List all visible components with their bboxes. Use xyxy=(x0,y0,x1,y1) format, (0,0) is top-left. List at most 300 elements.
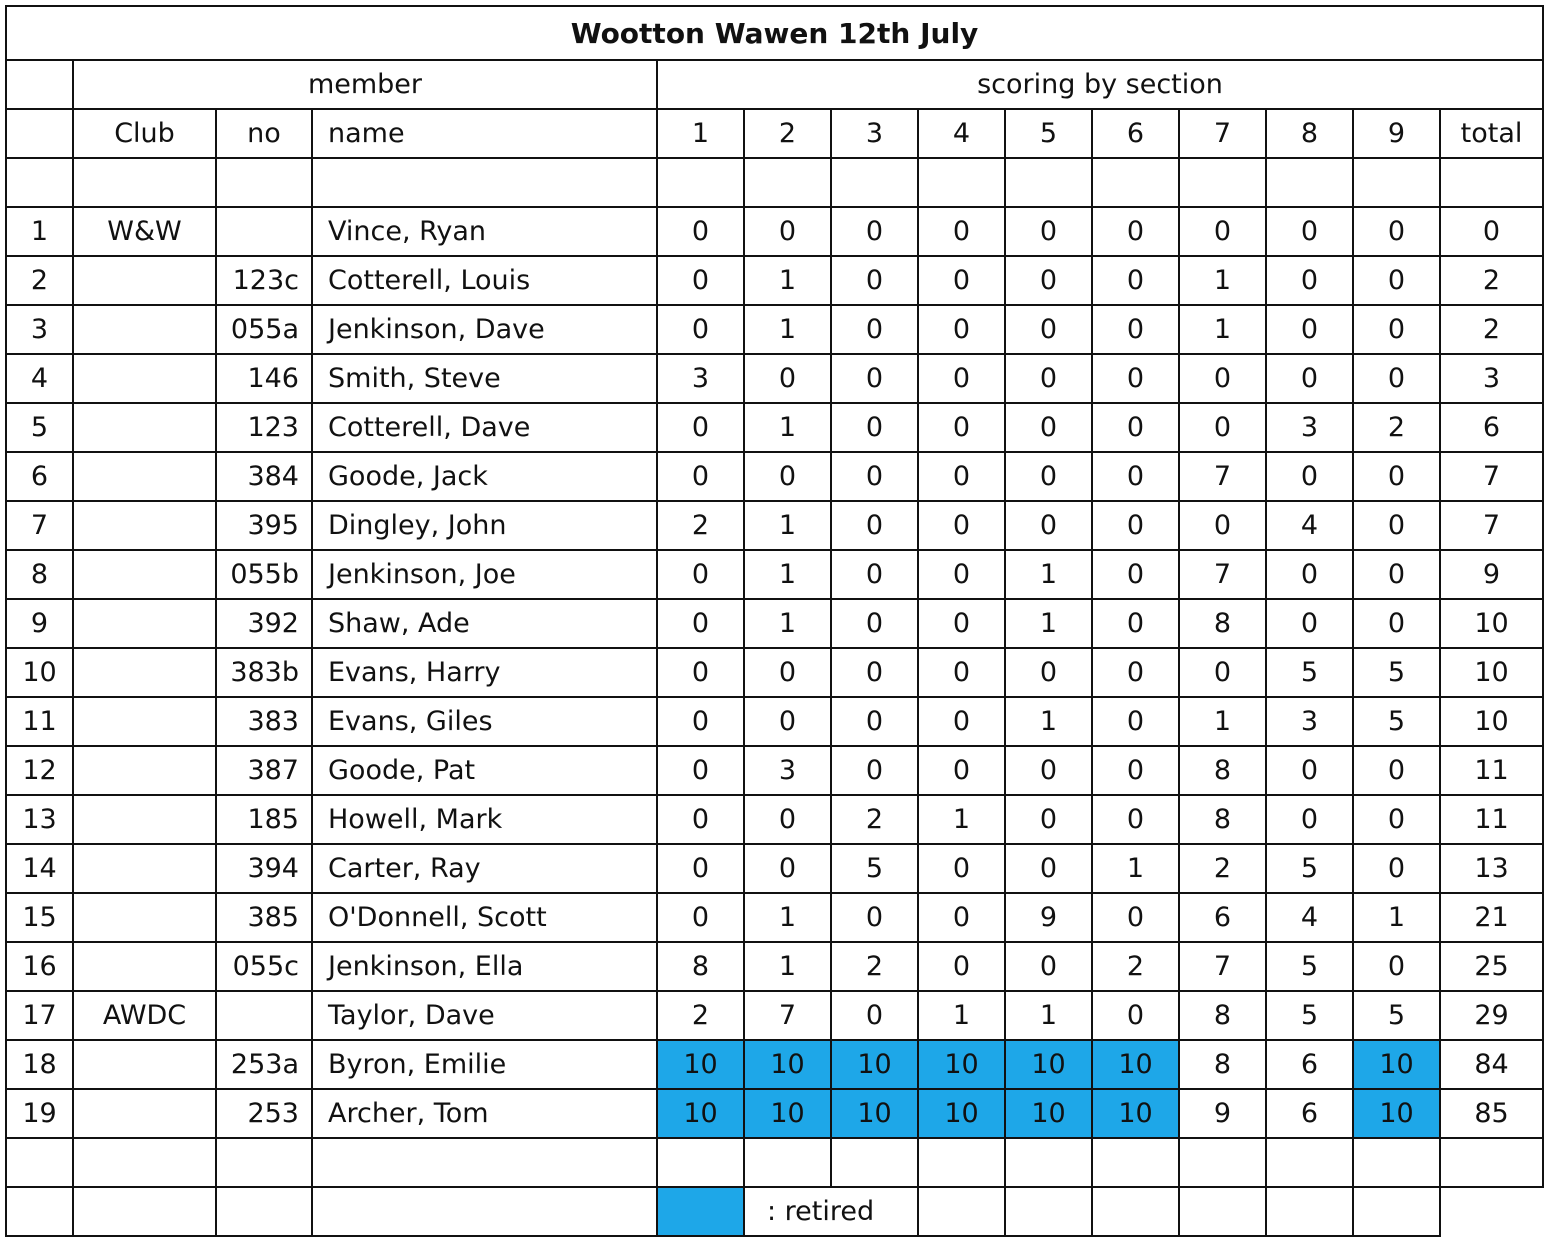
section-score-cell: 0 xyxy=(918,256,1005,305)
section-score-cell: 0 xyxy=(918,305,1005,354)
position-cell: 5 xyxy=(6,403,73,452)
total-cell: 9 xyxy=(1440,550,1543,599)
name-cell: Archer, Tom xyxy=(312,1089,657,1138)
member-no-cell: 055a xyxy=(216,305,312,354)
table-row xyxy=(6,893,1543,942)
position-cell: 18 xyxy=(6,1040,73,1089)
section-score-cell: 0 xyxy=(1092,795,1179,844)
name-cell: Jenkinson, Dave xyxy=(312,305,657,354)
member-no-cell: 123c xyxy=(216,256,312,305)
section-score-cell: 9 xyxy=(1005,893,1092,942)
group-header-row xyxy=(6,60,1543,109)
club-cell xyxy=(73,403,216,452)
name-cell: O'Donnell, Scott xyxy=(312,893,657,942)
section-score-cell: 1 xyxy=(1353,893,1440,942)
table-row xyxy=(6,648,1543,697)
club-cell xyxy=(73,697,216,746)
name-cell: Cotterell, Louis xyxy=(312,256,657,305)
section-header: 8 xyxy=(1266,109,1353,158)
section-score-cell: 1 xyxy=(744,550,831,599)
blank-cell xyxy=(744,1138,831,1187)
table-row xyxy=(6,697,1543,746)
total-cell: 3 xyxy=(1440,354,1543,403)
member-no-cell: 253 xyxy=(216,1089,312,1138)
table-row xyxy=(6,550,1543,599)
section-score-cell: 0 xyxy=(1092,305,1179,354)
name-cell: Taylor, Dave xyxy=(312,991,657,1040)
section-score-cell: 1 xyxy=(1005,550,1092,599)
member-no-cell: 055c xyxy=(216,942,312,991)
section-score-cell: 0 xyxy=(918,942,1005,991)
section-score-cell: 3 xyxy=(1266,697,1353,746)
section-score-cell: 0 xyxy=(1179,501,1266,550)
name-cell: Carter, Ray xyxy=(312,844,657,893)
total-cell: 21 xyxy=(1440,893,1543,942)
section-score-cell: 8 xyxy=(1179,795,1266,844)
section-score-cell: 5 xyxy=(1266,991,1353,1040)
table-row xyxy=(6,256,1543,305)
club-header: Club xyxy=(73,109,216,158)
member-no-cell: 385 xyxy=(216,893,312,942)
section-score-cell: 4 xyxy=(1266,501,1353,550)
section-score-cell: 0 xyxy=(1353,207,1440,256)
member-no-cell: 383 xyxy=(216,697,312,746)
total-cell: 11 xyxy=(1440,795,1543,844)
member-no-cell: 123 xyxy=(216,403,312,452)
section-score-cell: 0 xyxy=(1353,354,1440,403)
legend-row xyxy=(6,1187,1543,1236)
section-score-cell: 0 xyxy=(1266,452,1353,501)
section-score-cell: 5 xyxy=(1266,942,1353,991)
section-score-cell: 10 xyxy=(657,1040,744,1089)
total-cell: 2 xyxy=(1440,256,1543,305)
section-score-cell: 0 xyxy=(1092,599,1179,648)
position-cell: 13 xyxy=(6,795,73,844)
section-score-cell: 10 xyxy=(831,1040,918,1089)
club-cell xyxy=(73,550,216,599)
section-score-cell: 10 xyxy=(1092,1040,1179,1089)
name-cell: Vince, Ryan xyxy=(312,207,657,256)
section-score-cell: 8 xyxy=(657,942,744,991)
section-score-cell: 0 xyxy=(1266,354,1353,403)
name-cell: Byron, Emilie xyxy=(312,1040,657,1089)
position-cell: 2 xyxy=(6,256,73,305)
section-score-cell: 0 xyxy=(657,893,744,942)
member-no-cell: 395 xyxy=(216,501,312,550)
section-score-cell: 0 xyxy=(831,354,918,403)
name-cell: Howell, Mark xyxy=(312,795,657,844)
section-score-cell: 0 xyxy=(918,893,1005,942)
club-cell xyxy=(73,746,216,795)
section-score-cell: 0 xyxy=(1092,991,1179,1040)
section-score-cell: 10 xyxy=(1353,1040,1440,1089)
section-score-cell: 0 xyxy=(831,648,918,697)
club-cell xyxy=(73,256,216,305)
club-cell xyxy=(73,452,216,501)
section-score-cell: 0 xyxy=(918,403,1005,452)
section-score-cell: 1 xyxy=(918,795,1005,844)
section-score-cell: 0 xyxy=(1353,501,1440,550)
position-cell: 8 xyxy=(6,550,73,599)
spacer-row xyxy=(6,1138,1543,1187)
blank-cell xyxy=(831,1138,918,1187)
blank-cell xyxy=(1005,1138,1092,1187)
section-score-cell: 0 xyxy=(831,746,918,795)
section-score-cell: 0 xyxy=(1266,305,1353,354)
section-score-cell: 2 xyxy=(1092,942,1179,991)
position-cell: 4 xyxy=(6,354,73,403)
section-score-cell: 0 xyxy=(1266,795,1353,844)
member-no-cell: 253a xyxy=(216,1040,312,1089)
section-score-cell: 0 xyxy=(1353,942,1440,991)
section-score-cell: 1 xyxy=(1092,844,1179,893)
total-cell: 7 xyxy=(1440,501,1543,550)
scoring-header: scoring by section xyxy=(657,60,1543,109)
section-score-cell: 0 xyxy=(831,452,918,501)
section-score-cell: 1 xyxy=(744,256,831,305)
member-no-cell: 055b xyxy=(216,550,312,599)
section-score-cell: 0 xyxy=(744,207,831,256)
section-score-cell: 0 xyxy=(1005,452,1092,501)
section-score-cell: 0 xyxy=(1092,501,1179,550)
section-header: 6 xyxy=(1092,109,1179,158)
blank-cell xyxy=(657,1138,744,1187)
table-row xyxy=(6,1089,1543,1138)
total-cell: 10 xyxy=(1440,599,1543,648)
section-score-cell: 9 xyxy=(1179,1089,1266,1138)
section-score-cell: 0 xyxy=(1353,795,1440,844)
total-cell: 13 xyxy=(1440,844,1543,893)
section-score-cell: 0 xyxy=(831,893,918,942)
position-cell: 17 xyxy=(6,991,73,1040)
member-no-cell xyxy=(216,991,312,1040)
section-score-cell: 0 xyxy=(1005,844,1092,893)
table-row xyxy=(6,746,1543,795)
section-score-cell: 0 xyxy=(1266,550,1353,599)
club-cell xyxy=(73,893,216,942)
section-score-cell: 0 xyxy=(1092,403,1179,452)
section-score-cell: 8 xyxy=(1179,599,1266,648)
member-no-cell: 394 xyxy=(216,844,312,893)
table-row xyxy=(6,207,1543,256)
section-score-cell: 1 xyxy=(744,893,831,942)
section-score-cell: 7 xyxy=(1179,550,1266,599)
section-score-cell: 0 xyxy=(657,550,744,599)
no-header: no xyxy=(216,109,312,158)
blank-cell xyxy=(6,60,73,109)
table-row xyxy=(6,599,1543,648)
total-cell: 84 xyxy=(1440,1040,1543,1089)
name-cell: Goode, Pat xyxy=(312,746,657,795)
total-cell: 29 xyxy=(1440,991,1543,1040)
name-cell: Cotterell, Dave xyxy=(312,403,657,452)
table-row xyxy=(6,354,1543,403)
blank-cell xyxy=(73,1187,216,1236)
section-score-cell: 0 xyxy=(1005,403,1092,452)
name-cell: Jenkinson, Joe xyxy=(312,550,657,599)
section-score-cell: 10 xyxy=(744,1040,831,1089)
member-no-cell: 383b xyxy=(216,648,312,697)
total-cell: 10 xyxy=(1440,648,1543,697)
position-cell: 9 xyxy=(6,599,73,648)
section-score-cell: 0 xyxy=(657,746,744,795)
blank-cell xyxy=(1353,1187,1440,1236)
section-header: 2 xyxy=(744,109,831,158)
section-score-cell: 1 xyxy=(744,403,831,452)
section-score-cell: 2 xyxy=(831,942,918,991)
name-cell: Evans, Harry xyxy=(312,648,657,697)
section-score-cell: 0 xyxy=(1353,599,1440,648)
total-cell: 11 xyxy=(1440,746,1543,795)
section-score-cell: 10 xyxy=(918,1089,1005,1138)
section-score-cell: 0 xyxy=(831,403,918,452)
blank-cell xyxy=(1353,1138,1440,1187)
club-cell xyxy=(73,1040,216,1089)
club-cell: W&W xyxy=(73,207,216,256)
section-score-cell: 0 xyxy=(831,256,918,305)
section-score-cell: 0 xyxy=(918,207,1005,256)
table-row xyxy=(6,501,1543,550)
section-score-cell: 0 xyxy=(657,403,744,452)
table-row xyxy=(6,305,1543,354)
table-row xyxy=(6,403,1543,452)
section-score-cell: 5 xyxy=(831,844,918,893)
section-score-cell: 10 xyxy=(831,1089,918,1138)
section-score-cell: 4 xyxy=(1266,893,1353,942)
section-score-cell: 1 xyxy=(918,991,1005,1040)
position-cell: 19 xyxy=(6,1089,73,1138)
section-score-cell: 0 xyxy=(831,991,918,1040)
total-cell: 25 xyxy=(1440,942,1543,991)
section-score-cell: 0 xyxy=(918,599,1005,648)
blank-cell xyxy=(1092,1138,1179,1187)
section-score-cell: 1 xyxy=(744,501,831,550)
section-score-cell: 0 xyxy=(1179,403,1266,452)
spacer-row xyxy=(6,158,1543,207)
section-score-cell: 0 xyxy=(744,844,831,893)
section-score-cell: 1 xyxy=(1005,599,1092,648)
position-cell: 14 xyxy=(6,844,73,893)
blank-cell xyxy=(1092,1187,1179,1236)
club-cell xyxy=(73,844,216,893)
section-score-cell: 0 xyxy=(657,844,744,893)
section-score-cell: 0 xyxy=(1005,795,1092,844)
blank-cell xyxy=(216,1138,312,1187)
member-no-cell: 146 xyxy=(216,354,312,403)
total-cell: 2 xyxy=(1440,305,1543,354)
section-score-cell: 2 xyxy=(657,991,744,1040)
section-score-cell: 0 xyxy=(918,354,1005,403)
position-cell: 3 xyxy=(6,305,73,354)
retired-legend-swatch xyxy=(657,1187,744,1236)
section-score-cell: 1 xyxy=(1179,697,1266,746)
section-score-cell: 0 xyxy=(744,648,831,697)
name-cell: Evans, Giles xyxy=(312,697,657,746)
section-score-cell: 3 xyxy=(1266,403,1353,452)
section-score-cell: 0 xyxy=(1179,354,1266,403)
section-score-cell: 0 xyxy=(918,550,1005,599)
section-score-cell: 0 xyxy=(1092,648,1179,697)
blank-cell xyxy=(312,1187,657,1236)
position-cell: 6 xyxy=(6,452,73,501)
total-cell: 85 xyxy=(1440,1089,1543,1138)
section-score-cell: 0 xyxy=(657,599,744,648)
section-score-cell: 0 xyxy=(657,256,744,305)
section-header: 9 xyxy=(1353,109,1440,158)
section-score-cell: 7 xyxy=(1179,942,1266,991)
section-score-cell: 0 xyxy=(1179,648,1266,697)
section-header: 4 xyxy=(918,109,1005,158)
section-score-cell: 0 xyxy=(918,648,1005,697)
section-score-cell: 0 xyxy=(831,697,918,746)
position-cell: 12 xyxy=(6,746,73,795)
section-score-cell: 0 xyxy=(918,746,1005,795)
club-cell xyxy=(73,599,216,648)
section-score-cell: 0 xyxy=(1092,207,1179,256)
section-score-cell: 0 xyxy=(1353,550,1440,599)
table-row xyxy=(6,452,1543,501)
position-cell: 10 xyxy=(6,648,73,697)
section-score-cell: 0 xyxy=(657,648,744,697)
section-score-cell: 0 xyxy=(1005,648,1092,697)
blank-cell xyxy=(1179,1187,1266,1236)
section-score-cell: 0 xyxy=(1005,501,1092,550)
results-table xyxy=(5,5,1544,1237)
section-score-cell: 10 xyxy=(918,1040,1005,1089)
total-cell: 7 xyxy=(1440,452,1543,501)
blank-cell xyxy=(918,1138,1005,1187)
section-score-cell: 0 xyxy=(657,795,744,844)
table-row xyxy=(6,1040,1543,1089)
section-score-cell: 6 xyxy=(1179,893,1266,942)
section-header: 1 xyxy=(657,109,744,158)
member-header: member xyxy=(73,60,657,109)
section-score-cell: 2 xyxy=(1353,403,1440,452)
club-cell xyxy=(73,1089,216,1138)
section-score-cell: 0 xyxy=(1092,697,1179,746)
section-score-cell: 7 xyxy=(1179,452,1266,501)
section-score-cell: 1 xyxy=(744,305,831,354)
section-score-cell: 10 xyxy=(744,1089,831,1138)
section-score-cell: 6 xyxy=(1266,1089,1353,1138)
section-score-cell: 0 xyxy=(1353,844,1440,893)
section-score-cell: 10 xyxy=(1005,1040,1092,1089)
section-score-cell: 2 xyxy=(1179,844,1266,893)
section-header: 5 xyxy=(1005,109,1092,158)
section-score-cell: 0 xyxy=(831,501,918,550)
position-cell: 11 xyxy=(6,697,73,746)
club-cell xyxy=(73,354,216,403)
section-score-cell: 0 xyxy=(1005,942,1092,991)
member-no-cell xyxy=(216,207,312,256)
title-row xyxy=(6,6,1543,60)
club-cell xyxy=(73,305,216,354)
section-score-cell: 1 xyxy=(1179,256,1266,305)
section-score-cell: 0 xyxy=(918,844,1005,893)
position-cell: 7 xyxy=(6,501,73,550)
section-score-cell: 5 xyxy=(1353,991,1440,1040)
blank-cell xyxy=(1266,1138,1353,1187)
club-cell: AWDC xyxy=(73,991,216,1040)
section-score-cell: 1 xyxy=(744,599,831,648)
section-score-cell: 0 xyxy=(1092,746,1179,795)
section-score-cell: 8 xyxy=(1179,746,1266,795)
section-score-cell: 0 xyxy=(1005,746,1092,795)
name-cell: Shaw, Ade xyxy=(312,599,657,648)
sheet-title: Wootton Wawen 12th July xyxy=(6,6,1543,60)
club-cell xyxy=(73,795,216,844)
retired-legend-label: : retired xyxy=(744,1187,918,1236)
blank-cell xyxy=(1440,1138,1543,1187)
section-score-cell: 0 xyxy=(1353,452,1440,501)
blank-cell xyxy=(312,1138,657,1187)
section-header: 7 xyxy=(1179,109,1266,158)
section-score-cell: 1 xyxy=(1005,697,1092,746)
section-score-cell: 0 xyxy=(1353,305,1440,354)
section-score-cell: 0 xyxy=(657,452,744,501)
section-score-cell: 5 xyxy=(1266,844,1353,893)
name-header: name xyxy=(312,109,657,158)
blank-cell xyxy=(6,109,73,158)
section-score-cell: 1 xyxy=(744,942,831,991)
section-score-cell: 0 xyxy=(1266,256,1353,305)
section-score-cell: 0 xyxy=(918,697,1005,746)
total-header: total xyxy=(1440,109,1543,158)
section-score-cell: 0 xyxy=(831,550,918,599)
member-no-cell: 384 xyxy=(216,452,312,501)
table-row xyxy=(6,942,1543,991)
section-score-cell: 5 xyxy=(1353,648,1440,697)
name-cell: Dingley, John xyxy=(312,501,657,550)
club-cell xyxy=(73,942,216,991)
blank-cell xyxy=(73,1138,216,1187)
blank-cell xyxy=(6,1138,73,1187)
table-row xyxy=(6,991,1543,1040)
section-score-cell: 0 xyxy=(1092,550,1179,599)
total-cell: 0 xyxy=(1440,207,1543,256)
section-score-cell: 0 xyxy=(1179,207,1266,256)
section-score-cell: 1 xyxy=(1005,991,1092,1040)
section-score-cell: 10 xyxy=(1092,1089,1179,1138)
section-score-cell: 0 xyxy=(1092,452,1179,501)
section-score-cell: 2 xyxy=(657,501,744,550)
section-score-cell: 2 xyxy=(831,795,918,844)
section-score-cell: 0 xyxy=(1353,746,1440,795)
section-score-cell: 8 xyxy=(1179,1040,1266,1089)
section-score-cell: 0 xyxy=(1005,354,1092,403)
section-score-cell: 0 xyxy=(1092,256,1179,305)
section-score-cell: 10 xyxy=(657,1089,744,1138)
section-score-cell: 0 xyxy=(1266,746,1353,795)
section-score-cell: 1 xyxy=(1179,305,1266,354)
club-cell xyxy=(73,648,216,697)
blank-cell xyxy=(6,1187,73,1236)
section-score-cell: 0 xyxy=(1005,256,1092,305)
section-score-cell: 5 xyxy=(1266,648,1353,697)
blank-cell xyxy=(216,1187,312,1236)
section-score-cell: 0 xyxy=(657,207,744,256)
section-score-cell: 0 xyxy=(744,795,831,844)
position-cell: 15 xyxy=(6,893,73,942)
table-row xyxy=(6,795,1543,844)
blank-cell xyxy=(918,1187,1005,1236)
section-score-cell: 3 xyxy=(657,354,744,403)
section-score-cell: 0 xyxy=(1353,256,1440,305)
member-no-cell: 185 xyxy=(216,795,312,844)
club-cell xyxy=(73,501,216,550)
section-header: 3 xyxy=(831,109,918,158)
section-score-cell: 0 xyxy=(1005,207,1092,256)
